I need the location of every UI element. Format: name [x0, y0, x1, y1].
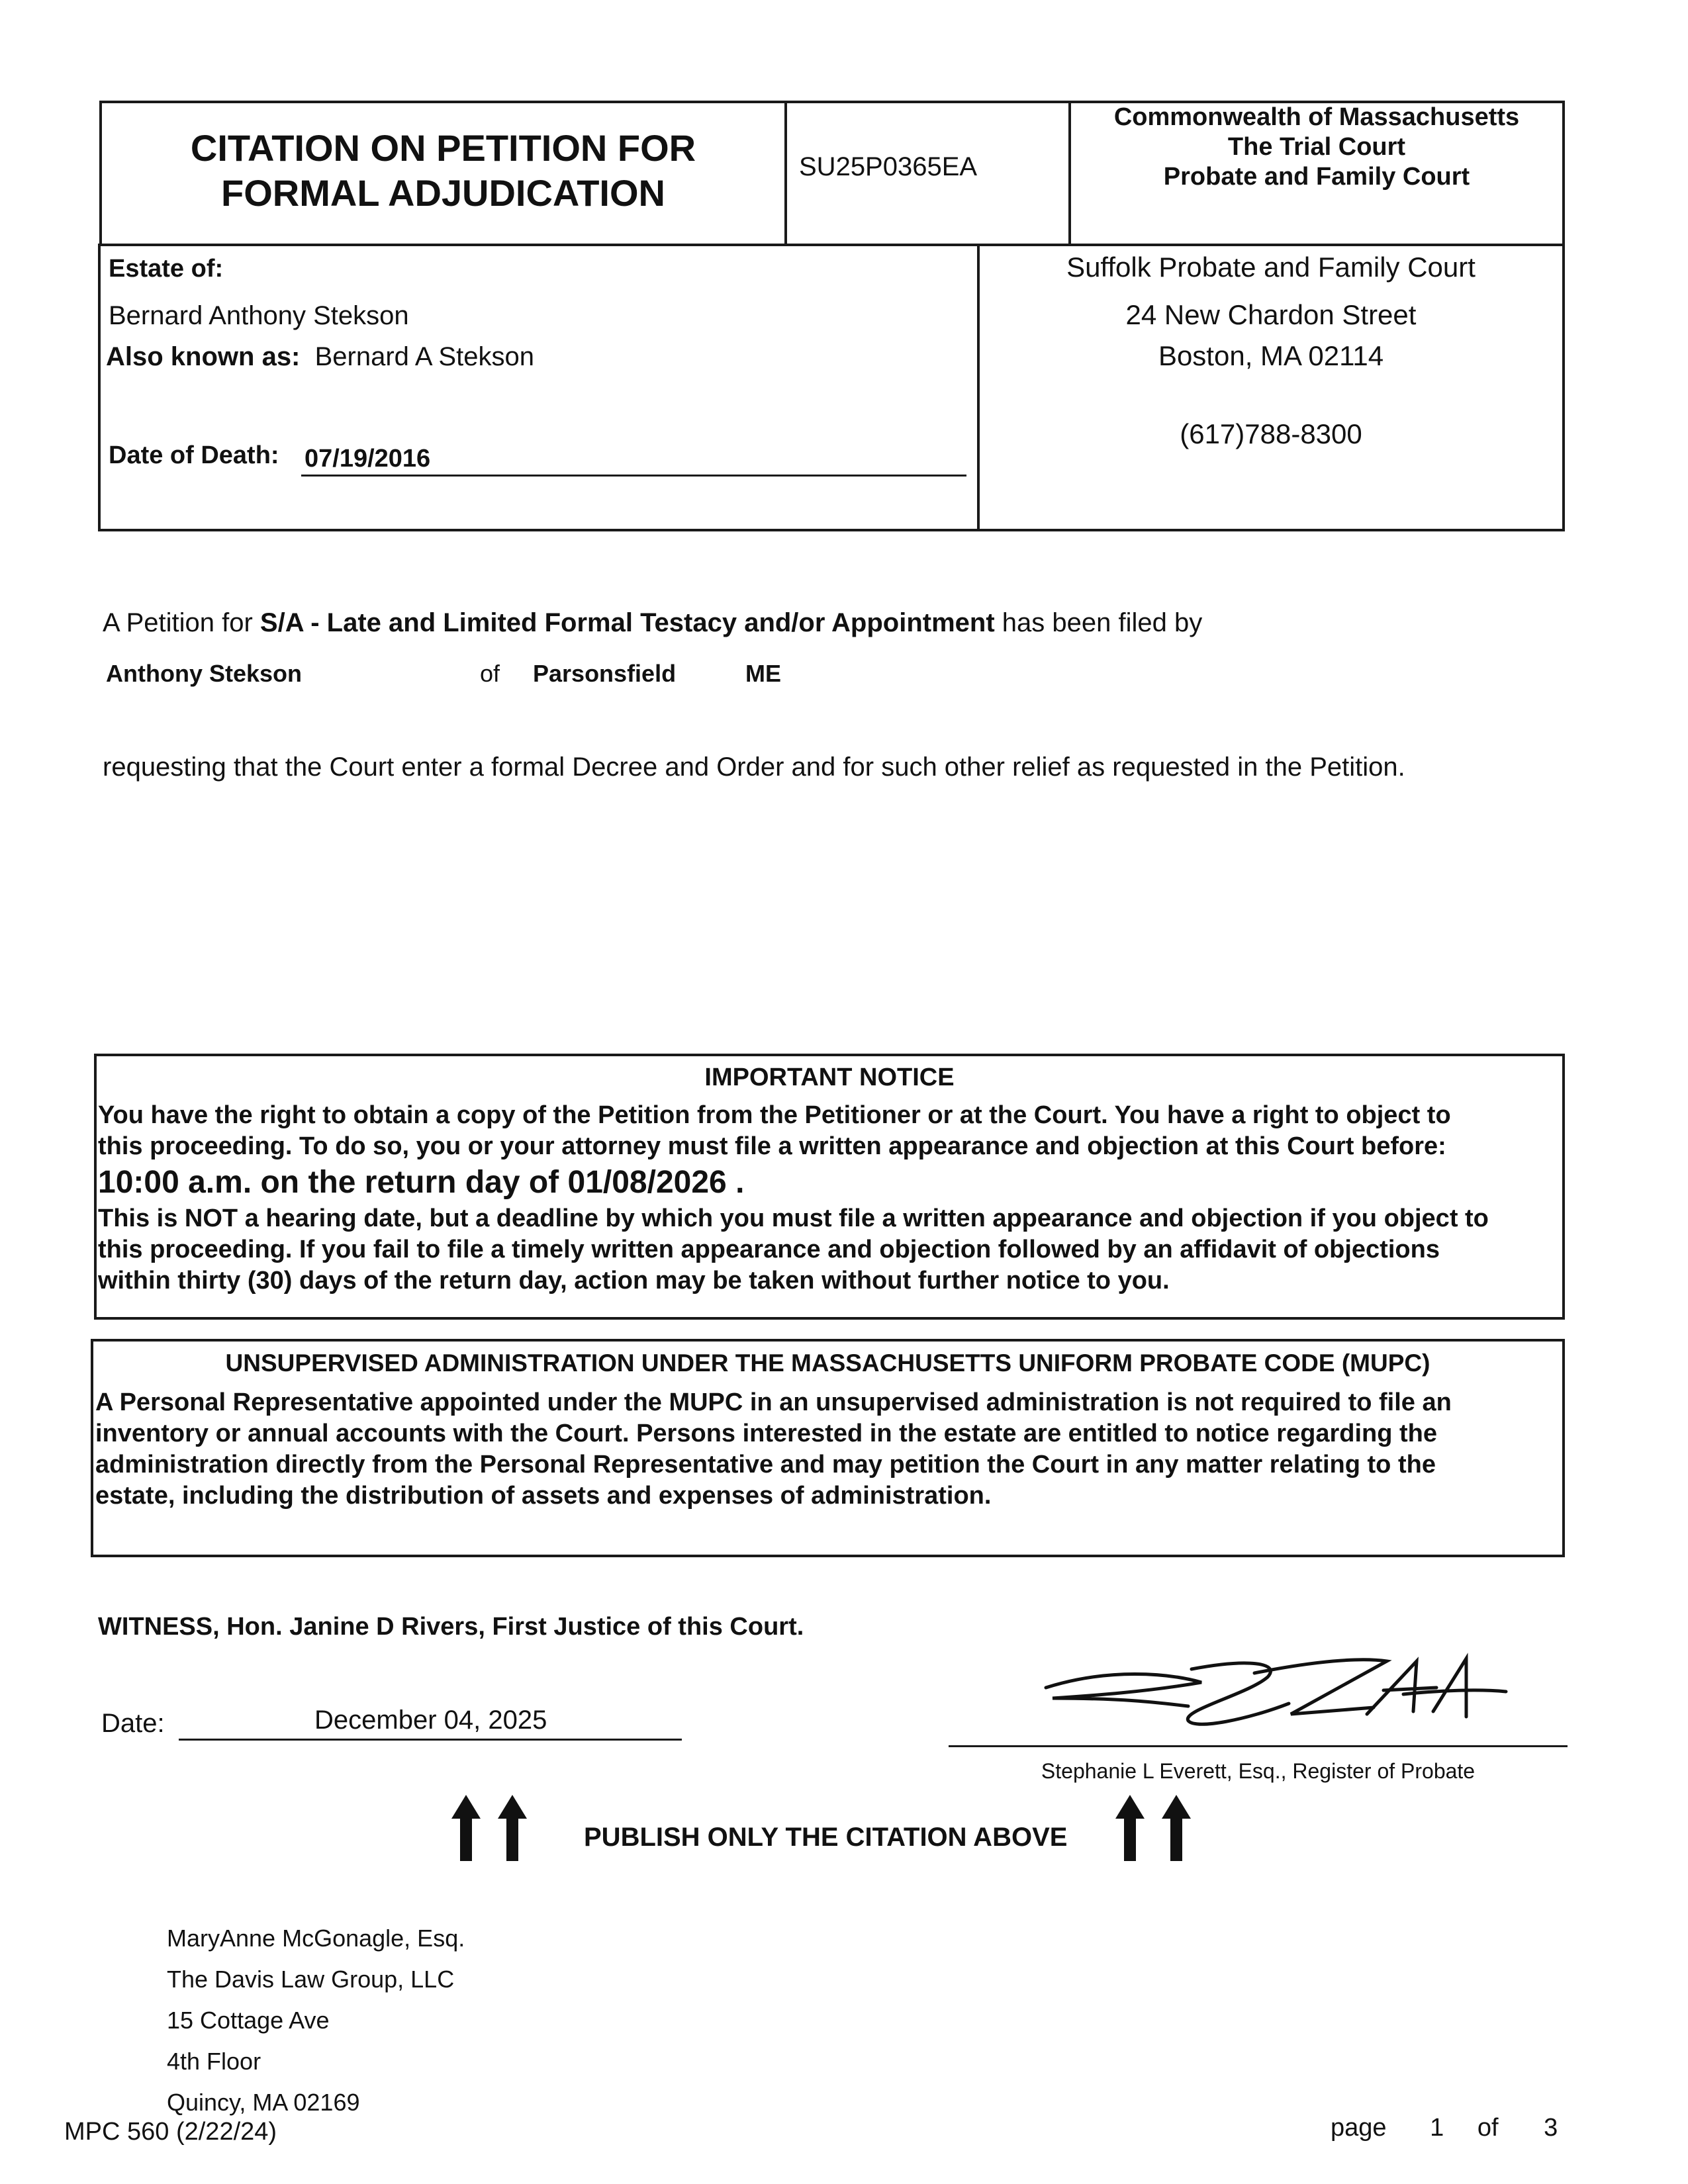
court-address-name: Suffolk Probate and Family Court: [1066, 251, 1476, 283]
docket-number: SU25P0365EA: [799, 152, 978, 181]
court-heading-line1: Commonwealth of Massachusetts: [1113, 103, 1520, 131]
up-arrow-icon: [450, 1795, 482, 1861]
decedent-name: Bernard Anthony Stekson: [109, 301, 409, 330]
aka-label: Also known as:: [106, 342, 301, 371]
date-of-death-value: 07/19/2016: [305, 445, 431, 473]
attorney-name: MaryAnne McGonagle, Esq.: [167, 1925, 465, 1952]
attorney-firm: The Davis Law Group, LLC: [167, 1966, 455, 1993]
date-of-death-underline: [301, 475, 966, 477]
up-arrow-icon: [496, 1795, 528, 1861]
petitioner-name: Anthony Stekson: [106, 660, 303, 687]
page-number: 1: [1430, 2114, 1444, 2142]
petition-filed-by: has been filed by: [994, 608, 1203, 637]
court-address: [980, 250, 1562, 451]
attorney-street: 15 Cottage Ave: [167, 2007, 330, 2034]
important-notice-line4: this proceeding. If you fail to file a timely written appearance and objection followed by an affidavit of objections: [98, 1236, 1440, 1263]
attorney-floor: 4th Floor: [167, 2048, 261, 2075]
important-notice-line5: within thirty (30) days of the return day, action may be taken without further notice to you.: [98, 1267, 1170, 1295]
petition-request: requesting that the Court enter a formal Decree and Order and for such other relief as requested in the Petition.: [103, 752, 1405, 782]
form-id: MPC 560 (2/22/24): [64, 2118, 277, 2146]
court-heading: [1071, 103, 1562, 192]
date-value: December 04, 2025: [314, 1706, 547, 1735]
unsupervised-body: [95, 1387, 1561, 1512]
register-name: Stephanie L Everett, Esq., Register of Probate: [1041, 1759, 1476, 1783]
page-indicator: [1331, 2113, 1558, 2143]
header-divider-1: [784, 101, 787, 246]
unsupervised-heading: UNSUPERVISED ADMINISTRATION UNDER THE MASSACHUSETTS UNIFORM PROBATE CODE (MUPC): [225, 1349, 1430, 1377]
witness-statement: WITNESS, Hon. Janine D Rivers, First Justice of this Court.: [98, 1613, 804, 1641]
petition-type: S/A - Late and Limited Formal Testacy and/or Appointment: [259, 608, 995, 637]
unsupervised-line1: A Personal Representative appointed under the MUPC in an unsupervised administration is not required to file an: [95, 1388, 1452, 1416]
form-title: [102, 126, 784, 216]
date-of-death-label: Date of Death:: [109, 441, 279, 469]
court-address-city: Boston, MA 02114: [1158, 340, 1384, 371]
date-label: Date:: [101, 1709, 165, 1738]
return-day-deadline: 10:00 a.m. on the return day of 01/08/2026 .: [98, 1165, 745, 1200]
attorney-city: Quincy, MA 02169: [167, 2089, 360, 2116]
page-label: page: [1331, 2114, 1387, 2142]
page-total: 3: [1544, 2114, 1558, 2142]
unsupervised-line2: inventory or annual accounts with the Court. Persons interested in the estate are entitled to notice regarding the: [95, 1420, 1438, 1447]
important-notice-heading: IMPORTANT NOTICE: [704, 1064, 955, 1091]
publish-instruction: PUBLISH ONLY THE CITATION ABOVE: [584, 1823, 1068, 1852]
register-signature: [1029, 1648, 1519, 1731]
important-notice-body: [98, 1100, 1561, 1297]
court-address-phone: (617)788-8300: [1180, 418, 1362, 449]
important-notice-line1: You have the right to obtain a copy of the Petition from the Petitioner or at the Court. You have a right to object to: [98, 1101, 1451, 1129]
important-notice-line3: This is NOT a hearing date, but a deadline by which you must file a written appearance and objection if you object to: [98, 1205, 1489, 1232]
form-title-line1: CITATION ON PETITION FOR: [190, 127, 696, 169]
aka-row: [106, 341, 534, 373]
estate-label: Estate of:: [109, 255, 224, 283]
up-arrow-icon: [1160, 1795, 1192, 1861]
court-heading-line2: The Trial Court: [1227, 133, 1406, 161]
court-heading-line3: Probate and Family Court: [1163, 163, 1470, 191]
petitioner-state: ME: [745, 660, 781, 687]
unsupervised-line3: administration directly from the Personal Representative and may petition the Court in any matter relating to the: [95, 1451, 1436, 1479]
petitioner-of-label: of: [480, 660, 500, 687]
petition-intro: A Petition for: [103, 608, 260, 637]
date-underline: [179, 1739, 682, 1741]
up-arrow-icon: [1114, 1795, 1146, 1861]
court-address-street: 24 New Chardon Street: [1125, 299, 1417, 330]
unsupervised-line4: estate, including the distribution of assets and expenses of administration.: [95, 1482, 992, 1510]
petition-statement: [103, 607, 1202, 639]
signature-line: [949, 1745, 1568, 1747]
petitioner-town: Parsonsfield: [533, 660, 677, 687]
form-title-line2: FORMAL ADJUDICATION: [221, 172, 665, 214]
important-notice-line2: this proceeding. To do so, you or your attorney must file a written appearance and objection at this Court before:: [98, 1132, 1446, 1160]
page-of-label: of: [1477, 2114, 1499, 2142]
aka-name: Bernard A Stekson: [314, 342, 534, 371]
attorney-address: [167, 1918, 465, 2123]
